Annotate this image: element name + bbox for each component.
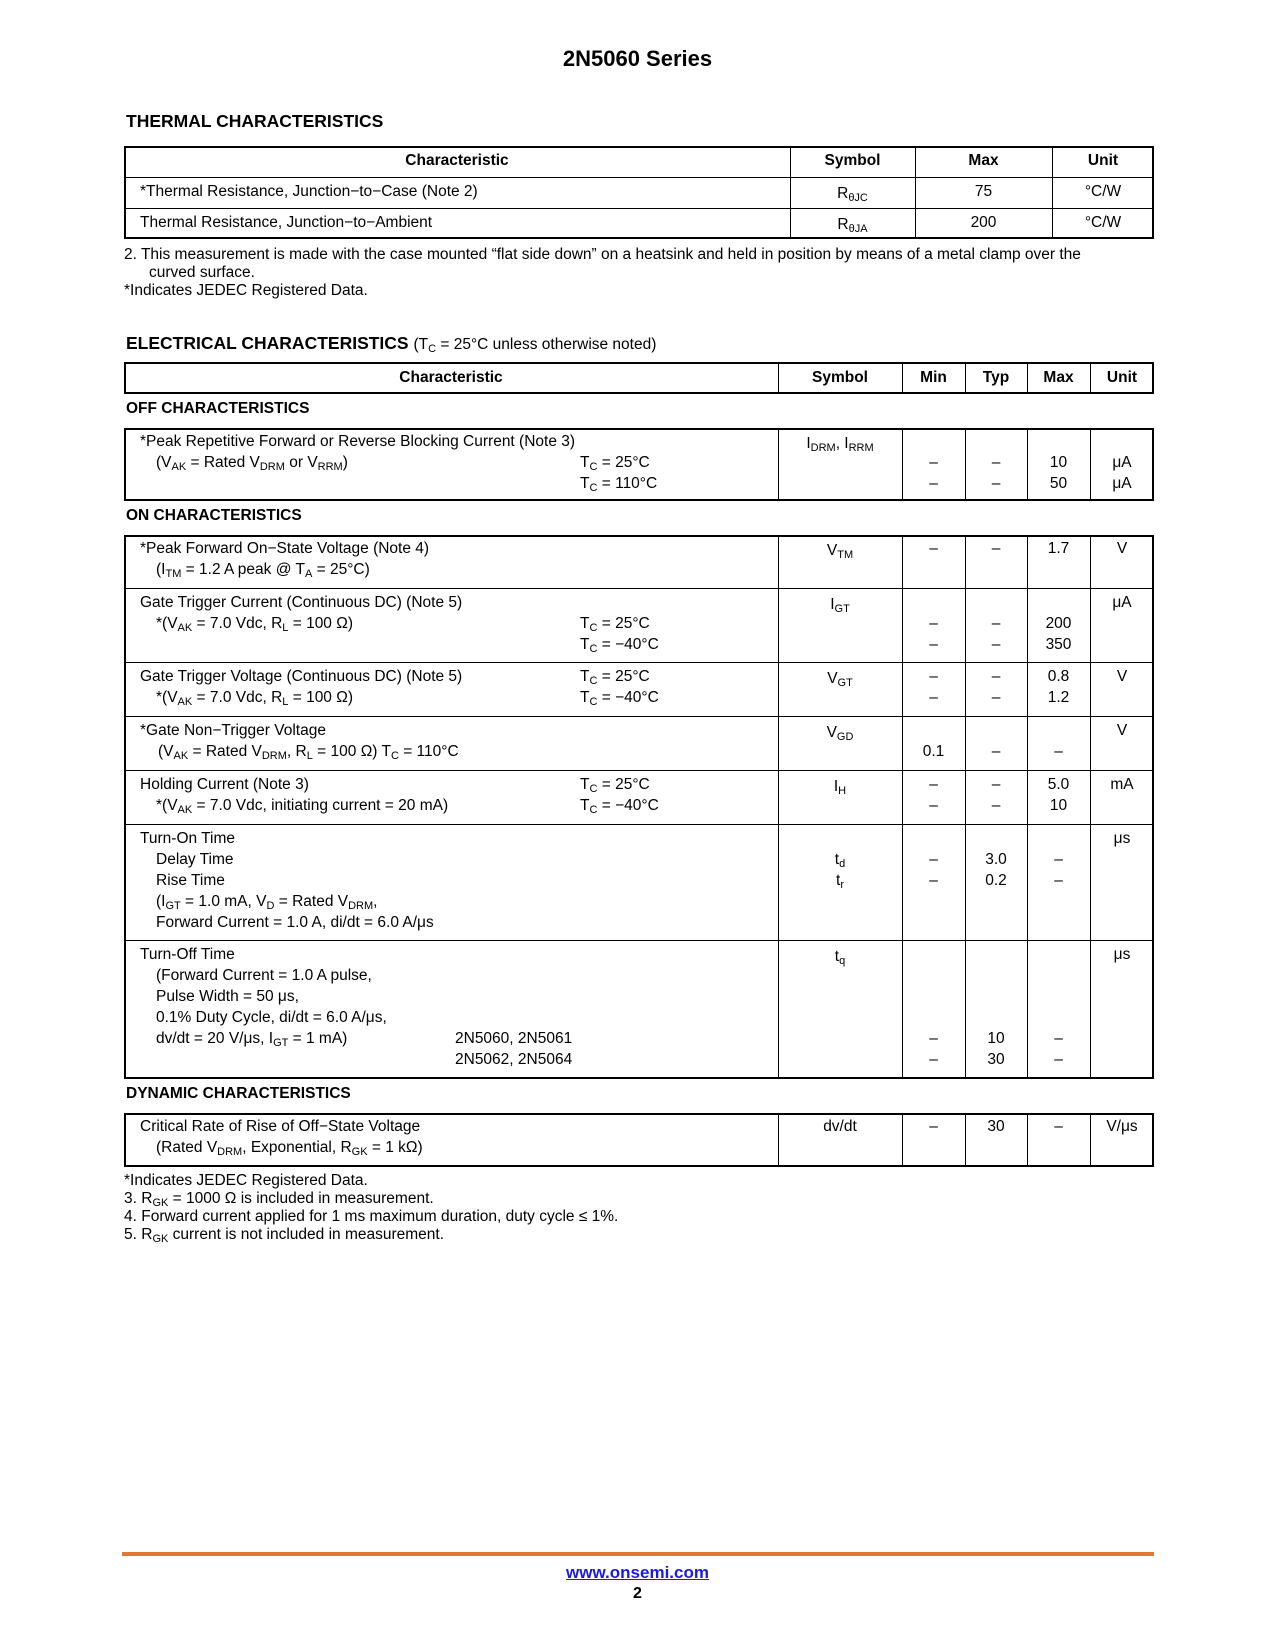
r3-typ-1: – bbox=[991, 615, 1001, 632]
thermal-row-1-symbol: $R_{\theta JC}$ bbox=[837, 185, 868, 204]
r6-tc-25: $T_C = 25^\circ C$ bbox=[580, 776, 650, 795]
r3-typ-2: – bbox=[991, 636, 1001, 653]
eh-unit: Unit bbox=[1106, 369, 1138, 386]
divider bbox=[1090, 535, 1091, 1079]
r7-typ-1: 3.0 bbox=[985, 851, 1007, 868]
r4-tc-25: $T_C = 25^\circ C$ bbox=[580, 668, 650, 687]
r4-max-1: 0.8 bbox=[1047, 668, 1070, 685]
divider bbox=[124, 662, 1154, 663]
r8-char-line3: Pulse Width = 50 μs, bbox=[156, 988, 299, 1005]
r2-symbol: $V_{TM}$ bbox=[826, 542, 854, 561]
thermal-row-2-char: Thermal Resistance, Junction−to−Ambient bbox=[140, 214, 433, 231]
divider bbox=[124, 208, 1154, 209]
r4-tc-m40: $T_C = -40^\circ C$ bbox=[580, 689, 659, 708]
r3-char-line2: $*(V_{AK} = 7.0$ Vdc, $R_L = 100$ Ω) bbox=[156, 615, 353, 634]
divider bbox=[124, 177, 1154, 178]
r4-min-2: – bbox=[929, 689, 938, 706]
r7-max-2: – bbox=[1054, 872, 1063, 889]
note-3: 3. $R_{GK} = 1000$ Ω is included in measurement. bbox=[124, 1190, 434, 1209]
r3-tc-m40: $T_C = -40^\circ C$ bbox=[580, 636, 659, 655]
th-symbol: Symbol bbox=[824, 152, 881, 169]
r8-char-line2: (Forward Current = 1.0 A pulse, bbox=[156, 967, 372, 984]
r4-max-2: 1.2 bbox=[1047, 689, 1070, 706]
thermal-row-2-unit: °C/W bbox=[1084, 214, 1122, 231]
divider bbox=[124, 770, 1154, 771]
r1-symbol: $I_{DRM}$, $I_{RRM}$ bbox=[806, 435, 874, 454]
eh-characteristic: Characteristic bbox=[399, 369, 503, 386]
r5-typ: – bbox=[991, 743, 1001, 760]
th-unit: Unit bbox=[1087, 152, 1119, 169]
r8-symbol: $t_q$ bbox=[834, 948, 846, 967]
r9-char-line2: (Rated $V_{DRM}$, Exponential, $R_{GK} = 1$ kΩ) bbox=[156, 1139, 423, 1158]
r7-min-2: – bbox=[929, 872, 938, 889]
r1-max-2: 50 bbox=[1049, 475, 1068, 492]
r4-typ-1: – bbox=[991, 668, 1001, 685]
thermal-section-title: THERMAL CHARACTERISTICS bbox=[126, 111, 384, 131]
r1-tc-25: $T_C = 25^\circ C$ bbox=[580, 454, 650, 473]
eh-symbol: Symbol bbox=[812, 369, 868, 386]
r6-typ-1: – bbox=[991, 776, 1001, 793]
r8-char-line5: dv/dt = 20 V/μs, $I_{GT} = 1$ mA) bbox=[156, 1030, 348, 1049]
r8-min-2: – bbox=[929, 1051, 938, 1068]
r3-min-1: – bbox=[929, 615, 938, 632]
r7-char-line5: Forward Current = 1.0 A, di/dt = 6.0 A/μs bbox=[156, 914, 434, 931]
r5-unit: V bbox=[1116, 722, 1128, 739]
r5-min: 0.1 bbox=[922, 743, 945, 760]
footer-website-link[interactable]: www.onsemi.com bbox=[566, 1563, 709, 1582]
r3-unit: μA bbox=[1112, 594, 1132, 611]
r3-symbol: $I_{GT}$ bbox=[830, 596, 850, 615]
r2-unit: V bbox=[1116, 540, 1128, 557]
r8-min-1: – bbox=[929, 1030, 938, 1047]
r6-min-2: – bbox=[929, 797, 938, 814]
r7-symbol-td: $t_d$ bbox=[834, 851, 846, 870]
r1-char-line2: ($V_{AK}$ = Rated $V_{DRM}$ or $V_{RRM}$) bbox=[156, 454, 348, 473]
thermal-row-1-unit: °C/W bbox=[1084, 183, 1122, 200]
electrical-section-title: ELECTRICAL CHARACTERISTICS ($T_C = 25^\circ C$ unless otherwise noted) bbox=[126, 333, 657, 355]
note-2-line-2: curved surface. bbox=[149, 264, 255, 281]
r2-min: – bbox=[929, 540, 938, 557]
eh-min: Min bbox=[920, 369, 947, 386]
divider bbox=[778, 535, 779, 1079]
r8-char-line4: 0.1% Duty Cycle, di/dt = 6.0 A/μs, bbox=[156, 1009, 387, 1026]
divider bbox=[124, 940, 1154, 941]
r6-max-2: 10 bbox=[1049, 797, 1068, 814]
r1-tc-110: $T_C = 110^\circ C$ bbox=[580, 475, 658, 494]
r7-min-1: – bbox=[929, 851, 938, 868]
r6-max-1: 5.0 bbox=[1047, 776, 1070, 793]
dynamic-characteristics-title: DYNAMIC CHARACTERISTICS bbox=[126, 1085, 351, 1102]
r2-char-line1: *Peak Forward On−State Voltage (Note 4) bbox=[140, 540, 430, 557]
r6-min-1: – bbox=[929, 776, 938, 793]
r4-typ-2: – bbox=[991, 689, 1001, 706]
r1-unit-1: μA bbox=[1112, 454, 1132, 471]
r5-max: – bbox=[1054, 743, 1063, 760]
r5-symbol: $V_{GD}$ bbox=[826, 724, 854, 743]
r8-device-2: 2N5062, 2N5064 bbox=[455, 1051, 573, 1068]
r8-max-1: – bbox=[1054, 1030, 1063, 1047]
r1-typ-1: – bbox=[991, 454, 1001, 471]
eh-typ: Typ bbox=[982, 369, 1010, 386]
r2-typ: – bbox=[991, 540, 1001, 557]
th-characteristic: Characteristic bbox=[405, 152, 509, 169]
r7-char-line1: Turn-On Time bbox=[140, 830, 236, 847]
r7-typ-2: 0.2 bbox=[985, 872, 1007, 889]
electrical-conditions: ($T_C = 25^\circ C$ unless otherwise noted) bbox=[413, 336, 657, 355]
r1-unit-2: μA bbox=[1112, 475, 1132, 492]
r1-typ-2: – bbox=[991, 475, 1001, 492]
r9-symbol: dv/dt bbox=[823, 1118, 857, 1135]
r7-char-line4: ($I_{GT} = 1.0$ mA, $V_D$ = Rated $V_{DRM}$, bbox=[156, 893, 378, 912]
jedec-note-1: *Indicates JEDEC Registered Data. bbox=[124, 282, 368, 299]
r3-char-line1: Gate Trigger Current (Continuous DC) (Note 5) bbox=[140, 594, 463, 611]
r6-unit: mA bbox=[1110, 776, 1134, 793]
r1-min-2: – bbox=[929, 475, 938, 492]
r9-char-line1: Critical Rate of Rise of Off−State Voltage bbox=[140, 1118, 421, 1135]
r1-min-1: – bbox=[929, 454, 938, 471]
divider bbox=[124, 824, 1154, 825]
r4-unit: V bbox=[1116, 668, 1128, 685]
r3-max-1: 200 bbox=[1045, 615, 1072, 632]
r6-typ-2: – bbox=[991, 797, 1001, 814]
page-title: 2N5060 Series bbox=[562, 46, 713, 71]
r8-device-1: 2N5060, 2N5061 bbox=[455, 1030, 573, 1047]
note-4: 4. Forward current applied for 1 ms maximum duration, duty cycle ≤ 1%. bbox=[124, 1208, 619, 1225]
on-characteristics-title: ON CHARACTERISTICS bbox=[126, 507, 302, 524]
r7-char-line3: Rise Time bbox=[156, 872, 225, 889]
off-characteristics-title: OFF CHARACTERISTICS bbox=[126, 400, 310, 417]
r3-min-2: – bbox=[929, 636, 938, 653]
th-max: Max bbox=[968, 152, 999, 169]
note-5: 5. $R_{GK}$ current is not included in measurement. bbox=[124, 1226, 445, 1245]
r6-tc-m40: $T_C = -40^\circ C$ bbox=[580, 797, 659, 816]
r4-min-1: – bbox=[929, 668, 938, 685]
eh-max: Max bbox=[1043, 369, 1074, 386]
thermal-row-1-max: 75 bbox=[974, 183, 993, 200]
r1-char-line1: *Peak Repetitive Forward or Reverse Blocking Current (Note 3) bbox=[140, 433, 576, 450]
page-number: 2 bbox=[633, 1585, 642, 1602]
r7-symbol-tr: $t_r$ bbox=[836, 872, 844, 891]
r6-symbol: $I_H$ bbox=[833, 778, 847, 797]
r8-char-line1: Turn-Off Time bbox=[140, 946, 235, 963]
divider bbox=[124, 588, 1154, 589]
r8-unit: μs bbox=[1113, 946, 1131, 963]
r7-char-line2: Delay Time bbox=[156, 851, 234, 868]
r8-max-2: – bbox=[1054, 1051, 1063, 1068]
r9-min: – bbox=[929, 1118, 938, 1135]
r9-unit: V/μs bbox=[1106, 1118, 1138, 1135]
r9-max: – bbox=[1054, 1118, 1063, 1135]
jedec-note-2: *Indicates JEDEC Registered Data. bbox=[124, 1172, 368, 1189]
r2-max: 1.7 bbox=[1047, 540, 1070, 557]
thermal-row-2-max: 200 bbox=[970, 214, 997, 231]
r3-max-2: 350 bbox=[1045, 636, 1072, 653]
thermal-row-1-char: *Thermal Resistance, Junction−to−Case (Note 2) bbox=[140, 183, 478, 200]
note-2-line-1: 2. This measurement is made with the case mounted “flat side down” on a heatsink and held in position by means of a metal clamp over the bbox=[124, 246, 1081, 263]
r6-char-line1: Holding Current (Note 3) bbox=[140, 776, 309, 793]
r1-max-1: 10 bbox=[1049, 454, 1068, 471]
r7-unit: μs bbox=[1113, 830, 1131, 847]
r9-typ: 30 bbox=[987, 1118, 1005, 1135]
footer-rule bbox=[122, 1552, 1154, 1556]
thermal-row-2-symbol: $R_{\theta JA}$ bbox=[837, 216, 868, 235]
r4-char-line1: Gate Trigger Voltage (Continuous DC) (Note 5) bbox=[140, 668, 463, 685]
r2-char-line2: ($I_{TM} = 1.2$ A peak @ $T_A = 25^\circ C$) bbox=[156, 561, 370, 580]
r7-max-1: – bbox=[1054, 851, 1063, 868]
r4-symbol: $V_{GT}$ bbox=[827, 670, 853, 689]
divider bbox=[124, 716, 1154, 717]
r4-char-line2: $*(V_{AK} = 7.0$ Vdc, $R_L = 100$ Ω) bbox=[156, 689, 353, 708]
r5-char-line1: *Gate Non−Trigger Voltage bbox=[140, 722, 326, 739]
r3-tc-25: $T_C = 25^\circ C$ bbox=[580, 615, 650, 634]
r8-typ-2: 30 bbox=[987, 1051, 1005, 1068]
r5-char-line2: ($V_{AK}$ = Rated $V_{DRM}$, $R_L = 100$ Ω) $T_C = 110^\circ C$ bbox=[158, 743, 459, 762]
r8-typ-1: 10 bbox=[987, 1030, 1005, 1047]
r6-char-line2: $*(V_{AK} = 7.0$ Vdc, initiating current = 20 mA) bbox=[156, 797, 449, 816]
